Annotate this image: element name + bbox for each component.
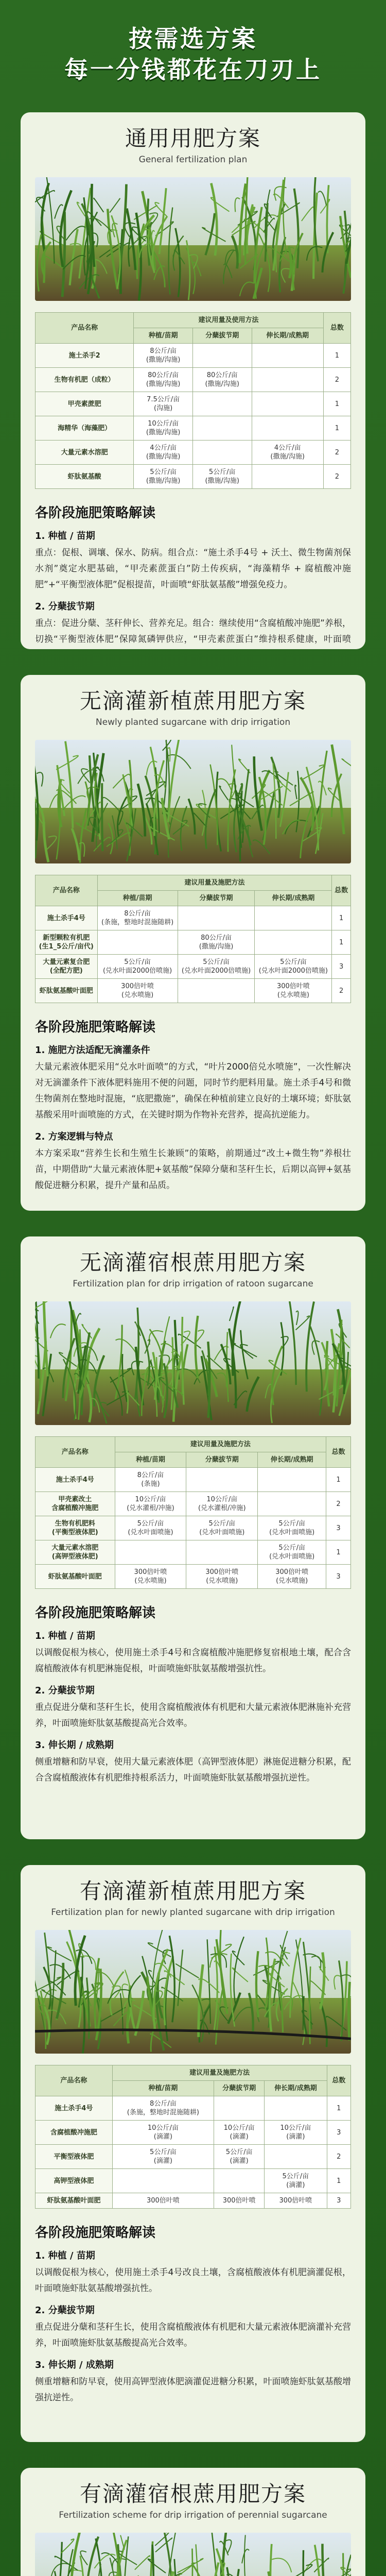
column-header: 伸长期/成熟期 (265, 2081, 327, 2096)
product-name-cell: 新型颗粒有机肥 (生1_5公斤/亩代) (36, 930, 98, 955)
stage-description: 侧重增糖和防早衰，使用高钾型液体肥滴灌促进糖分积累，叶面喷施虾肽氨基酸增强抗逆性。 (35, 2377, 351, 2403)
column-header: 种植/苗期 (112, 2081, 214, 2096)
table-cell: 5公斤/亩 (滴灌) (112, 2145, 214, 2169)
column-group-header: 建议用量及施肥方法 (112, 2065, 327, 2081)
stage-heading: 1. 种植 / 苗期 (35, 1631, 95, 1641)
table-cell: 8公斤/亩 (条施，整地时混施随耕) (97, 906, 178, 930)
table-cell (258, 1492, 326, 1516)
table-cell: 8公斤/亩 (撒施/沟施) (134, 344, 193, 368)
table-cell: 1 (326, 1468, 351, 1492)
table-cell (265, 2096, 327, 2121)
sugarcane-field-photo (35, 1930, 351, 2054)
product-name-cell: 高钾型液体肥 (36, 2169, 113, 2193)
table-cell (186, 1468, 258, 1492)
sugarcane-field-photo (35, 2533, 351, 2576)
stage-description: 重点促进分蘖和茎秆生长，使用含腐植酸液体有机肥和大量元素液体肥滴灌补充营养，叶面喷施虾肽氨基酸提高光合效率。 (35, 2322, 351, 2348)
table-row (36, 465, 351, 489)
stage-heading: 3. 伸长期 / 成熟期 (35, 2360, 114, 2370)
stage-heading: 2. 分蘖拔节期 (35, 1685, 95, 1696)
table-cell: 10公斤/亩 (撒施/沟施) (134, 416, 193, 440)
hero-slogan: 每一分钱都花在刀刃上 (64, 56, 322, 83)
fertilizer-schedule-table (35, 1436, 351, 1589)
product-name-cell: 施土杀手4号 (36, 906, 98, 930)
table-cell (255, 930, 332, 955)
plan-subtitle: General fertilization plan (138, 155, 248, 165)
table-cell (115, 1540, 186, 1565)
column-header: 伸长期/成熟期 (252, 328, 323, 344)
table-cell: 300倍叶喷 (兑水喷施) (186, 1565, 258, 1589)
table-cell: 5公斤/亩 (撒施/沟施) (134, 465, 193, 489)
strategy-heading: 各阶段施肥策略解读 (35, 1605, 156, 1621)
fertilizer-schedule-table (35, 875, 351, 1003)
stage-description: 侧重增糖和防早衰，使用大量元素液体肥（高钾型液体肥）淋施促进糖分积累，配合含腐植酸液体有机肥维持根系活力，叶面喷施虾肽氨基酸增强抗逆性。 (35, 1757, 351, 1783)
plan-card (21, 675, 365, 1211)
plan-header (21, 1865, 365, 1923)
table-cell: 3 (326, 1516, 351, 1540)
product-name-cell: 虾肽氨基酸叶面肥 (36, 1565, 115, 1589)
plan-card (21, 1236, 365, 1839)
table-cell (255, 906, 332, 930)
table-row (36, 1492, 351, 1516)
table-row (36, 2169, 351, 2193)
product-name-cell: 大量元素水溶肥 (高钾型液体肥) (36, 1540, 115, 1565)
plan-title: 通用用肥方案 (125, 126, 261, 151)
sugarcane-field-photo (35, 740, 351, 863)
table-cell: 2 (323, 440, 350, 465)
strategy-heading: 各阶段施肥策略解读 (35, 2225, 156, 2241)
table-cell (252, 416, 323, 440)
column-header: 分蘖拔节期 (178, 891, 255, 906)
fertilizer-schedule-table (35, 2065, 351, 2209)
table-row (36, 930, 351, 955)
table-cell: 5公斤/亩 (撒施/沟施) (192, 465, 252, 489)
product-name-cell: 甲壳素改土 含腐植酸冲施肥 (36, 1492, 115, 1516)
table-cell: 80公斤/亩 (撒施/沟施) (178, 930, 255, 955)
stage-description: 本方案采取“营养生长和生殖生长兼顾”的策略，前期通过“改土+微生物”养根壮苗，中期借助“大量元素液体肥+氨基酸”保障分蘖和茎秆生长，后期以高钾+氨基酸促进糖分积累，提升产量和品质。 (35, 1148, 351, 1191)
column-header: 种植/苗期 (115, 1452, 186, 1468)
table-cell (178, 906, 255, 930)
hero-headline: 按需选方案 (129, 25, 257, 53)
table-cell: 10公斤/亩 (兑水灌根/冲施) (186, 1492, 258, 1516)
table-cell: 10公斤/亩 (兑水灌根/冲施) (115, 1492, 186, 1516)
table-cell (192, 392, 252, 416)
table-row (36, 440, 351, 465)
column-header: 产品名称 (36, 2065, 113, 2096)
strategy-section (35, 2222, 351, 2406)
table-cell: 3 (327, 2121, 350, 2145)
table-cell (192, 344, 252, 368)
table-cell (192, 416, 252, 440)
table-cell: 5公斤/亩 (兑水叶面2000倍喷施) (97, 955, 178, 979)
strategy-heading: 各阶段施肥策略解读 (35, 505, 156, 521)
table-cell: 1 (323, 392, 350, 416)
column-group-header: 建议用量及施肥方法 (97, 875, 332, 891)
plan-header (21, 2468, 365, 2526)
column-header: 产品名称 (36, 313, 134, 344)
table-cell: 1 (326, 1540, 351, 1565)
table-row (36, 2096, 351, 2121)
table-cell (252, 344, 323, 368)
product-name-cell: 虾肽氨基酸叶面肥 (36, 2193, 113, 2209)
table-cell: 2 (323, 368, 350, 392)
table-cell: 5公斤/亩 (兑水叶面2000倍喷施) (178, 955, 255, 979)
table-row (36, 1516, 351, 1540)
table-cell: 5公斤/亩 (滴灌) (214, 2145, 265, 2169)
table-cell: 5公斤/亩 (滴灌) (265, 2169, 327, 2193)
product-name-cell: 生物有机肥料 (平衡型液体肥) (36, 1516, 115, 1540)
stage-description: 大量元素液体肥采用“兑水叶面喷”的方式，“叶片2000倍兑水喷施”，一次性解决对无滴灌条件下液体肥料施用不便的问题，同时节约肥料用量。施土杀手4号和微生物菌剂在整地时混施，“底肥撒施”，确保在种植前建立良好的土壤环境；虾肽氨基酸采用叶面喷施的方式，在关键时期为作物补充营养，提高抗逆能力。 (35, 1062, 351, 1120)
plan-card (21, 1865, 365, 2442)
sugarcane-field-photo (35, 1301, 351, 1425)
product-name-cell: 生物有机肥（成粒） (36, 368, 134, 392)
table-cell (214, 2096, 265, 2121)
stage-heading: 1. 施肥方法适配无滴灌条件 (35, 1045, 150, 1056)
table-cell: 2 (326, 1492, 351, 1516)
table-cell: 5公斤/亩 (兑水叶面喷施) (115, 1516, 186, 1540)
strategy-section (35, 502, 351, 649)
table-cell: 300倍叶喷 (112, 2193, 214, 2209)
table-cell: 300倍叶喷 (265, 2193, 327, 2209)
stage-heading: 1. 种植 / 苗期 (35, 2250, 95, 2261)
stage-heading: 2. 分蘖拔节期 (35, 2305, 95, 2316)
plan-subtitle: Fertilization plan for newly planted sugarcane with drip irrigation (51, 1907, 335, 1918)
table-cell (265, 2145, 327, 2169)
table-cell (186, 1540, 258, 1565)
table-cell: 2 (327, 2145, 350, 2169)
table-cell (252, 465, 323, 489)
table-cell: 3 (327, 2193, 350, 2209)
column-header: 分蘖拔节期 (192, 328, 252, 344)
table-cell: 300倍叶喷 (兑水喷施) (115, 1565, 186, 1589)
table-cell: 1 (327, 2096, 350, 2121)
plan-subtitle: Fertilization scheme for drip irrigation of perennial sugarcane (59, 2510, 327, 2520)
table-cell (112, 2169, 214, 2193)
column-header: 伸长期/成熟期 (258, 1452, 326, 1468)
table-cell: 8公斤/亩 (条施) (115, 1468, 186, 1492)
table-cell: 1 (332, 930, 351, 955)
table-cell (252, 368, 323, 392)
table-cell: 10公斤/亩 (滴灌) (265, 2121, 327, 2145)
product-name-cell: 甲壳素蔗肥 (36, 392, 134, 416)
product-name-cell: 施土杀手2 (36, 344, 134, 368)
stage-heading: 1. 种植 / 苗期 (35, 531, 95, 541)
column-header: 产品名称 (36, 1437, 115, 1468)
product-name-cell: 大量元素复合肥 (全配方肥) (36, 955, 98, 979)
fertilizer-table (35, 1436, 351, 1589)
stage-heading: 3. 伸长期 / 成熟期 (35, 1740, 114, 1751)
product-name-cell: 虾肽氨基酸 (36, 465, 134, 489)
table-cell: 7.5公斤/亩 (沟施) (134, 392, 193, 416)
column-header: 种植/苗期 (134, 328, 193, 344)
table-cell: 300倍叶喷 (兑水喷施) (97, 979, 178, 1003)
table-cell: 10公斤/亩 (滴灌) (214, 2121, 265, 2145)
column-header: 总数 (323, 313, 350, 344)
table-cell: 5公斤/亩 (兑水叶面喷施) (258, 1540, 326, 1565)
plan-card (21, 112, 365, 649)
plan-subtitle: Newly planted sugarcane with drip irrigation (95, 717, 291, 727)
stage-description: 重点：促根、调壤、保水、防病。组合点：“施土杀手4号 + 沃土、微生物菌剂保水剂”奠定水肥基础，“甲壳素蔗蛋白”防土传疾病，“海藻精华 + 腐植酸冲施肥”+“平衡型液体肥”促根提苗，叶面喷“虾肽氨基酸”增强免疫力。 (35, 548, 351, 590)
table-cell (192, 440, 252, 465)
table-cell: 80公斤/亩 (撒施/沟施) (134, 368, 193, 392)
table-cell: 1 (323, 416, 350, 440)
table-cell: 300倍叶喷 (兑水喷施) (255, 979, 332, 1003)
table-cell: 300倍叶喷 (兑水喷施) (258, 1565, 326, 1589)
table-cell: 5公斤/亩 (兑水叶面喷施) (258, 1516, 326, 1540)
table-row (36, 368, 351, 392)
plan-card (21, 2468, 365, 2576)
plan-header (21, 112, 365, 170)
table-row (36, 2193, 351, 2209)
strategy-section (35, 1602, 351, 1786)
table-cell: 1 (332, 906, 351, 930)
table-cell: 1 (327, 2169, 350, 2193)
table-cell (252, 392, 323, 416)
plan-title: 有滴灌宿根蔗用肥方案 (79, 2481, 306, 2506)
strategy-section (35, 1016, 351, 1194)
table-cell: 5公斤/亩 (兑水叶面喷施) (186, 1516, 258, 1540)
stage-description: 重点：促进分蘖、茎秆伸长、营养充足。组合：继续使用“含腐植酸冲施肥”养根，切换“平衡型液体肥”保障氮磷钾供应，“甲壳素蔗蛋白”维持根系健康，叶面喷 (35, 618, 351, 645)
table-row (36, 2145, 351, 2169)
table-row (36, 906, 351, 930)
table-row (36, 955, 351, 979)
table-row (36, 1565, 351, 1589)
table-cell: 4公斤/亩 (撒施/沟施) (134, 440, 193, 465)
plan-header (21, 1236, 365, 1294)
table-cell (258, 1468, 326, 1492)
plan-title: 无滴灌宿根蔗用肥方案 (79, 1250, 306, 1275)
table-row (36, 416, 351, 440)
stage-heading: 2. 方案逻辑与特点 (35, 1131, 113, 1142)
table-cell: 10公斤/亩 (滴灌) (112, 2121, 214, 2145)
table-cell: 300倍叶喷 (214, 2193, 265, 2209)
stage-description: 重点促进分蘖和茎秆生长，使用含腐植酸液体有机肥和大量元素液体肥淋施补充营养，叶面喷施虾肽氨基酸提高光合效率。 (35, 1702, 351, 1728)
stage-heading: 2. 分蘖拔节期 (35, 601, 95, 612)
table-cell (178, 979, 255, 1003)
plan-title: 无滴灌新植蔗用肥方案 (79, 688, 306, 714)
table-cell: 1 (323, 344, 350, 368)
table-cell: 80公斤/亩 (撒施/沟施) (192, 368, 252, 392)
column-header: 总数 (332, 875, 351, 906)
fertilizer-table (35, 875, 351, 1003)
table-cell: 2 (323, 465, 350, 489)
product-name-cell: 平衡型液体肥 (36, 2145, 113, 2169)
stage-description: 以调酸促根为核心，使用施土杀手4号改良土壤，含腐植酸液体有机肥滴灌促根，叶面喷施虾肽氨基酸增强抗性。 (35, 2267, 351, 2294)
table-cell: 4公斤/亩 (撒施/沟施) (252, 440, 323, 465)
product-name-cell: 施土杀手4号 (36, 2096, 113, 2121)
table-cell: 5公斤/亩 (兑水叶面2000倍喷施) (255, 955, 332, 979)
table-row (36, 1468, 351, 1492)
hero-banner (0, 0, 386, 108)
table-row (36, 344, 351, 368)
table-cell (214, 2169, 265, 2193)
table-cell: 3 (332, 955, 351, 979)
table-cell (97, 930, 178, 955)
stage-description: 以调酸促根为核心，使用施土杀手4号和含腐植酸冲施肥修复宿根地土壤，配合含腐植酸液体有机肥淋施促根，叶面喷施虾肽氨基酸增强抗性。 (35, 1648, 351, 1674)
column-header: 伸长期/成熟期 (255, 891, 332, 906)
column-group-header: 建议用量及使用方法 (134, 313, 324, 328)
plan-header (21, 675, 365, 733)
table-row (36, 2121, 351, 2145)
product-name-cell: 施土杀手4号 (36, 1468, 115, 1492)
column-header: 分蘖拔节期 (186, 1452, 258, 1468)
column-group-header: 建议用量及施肥方法 (115, 1437, 326, 1452)
plan-subtitle: Fertilization plan for drip irrigation of ratoon sugarcane (73, 1279, 313, 1289)
table-row (36, 1540, 351, 1565)
sugarcane-field-photo (35, 177, 351, 301)
column-header: 种植/苗期 (97, 891, 178, 906)
table-cell: 8公斤/亩 (条施，整地时混施随耕) (112, 2096, 214, 2121)
product-name-cell: 大量元素水溶肥 (36, 440, 134, 465)
table-row (36, 392, 351, 416)
column-header: 总数 (327, 2065, 350, 2096)
plan-title: 有滴灌新植蔗用肥方案 (79, 1878, 306, 1904)
table-row (36, 979, 351, 1003)
product-name-cell: 虾肽氨基酸叶面肥 (36, 979, 98, 1003)
fertilizer-schedule-table (35, 312, 351, 489)
fertilizer-table (35, 2065, 351, 2209)
product-name-cell: 海精华（海藻肥） (36, 416, 134, 440)
table-cell: 2 (332, 979, 351, 1003)
column-header: 总数 (326, 1437, 351, 1468)
column-header: 产品名称 (36, 875, 98, 906)
strategy-heading: 各阶段施肥策略解读 (35, 1020, 156, 1035)
product-name-cell: 含腐植酸冲施肥 (36, 2121, 113, 2145)
fertilizer-table (35, 312, 351, 489)
column-header: 分蘖拔节期 (214, 2081, 265, 2096)
table-cell: 3 (326, 1565, 351, 1589)
